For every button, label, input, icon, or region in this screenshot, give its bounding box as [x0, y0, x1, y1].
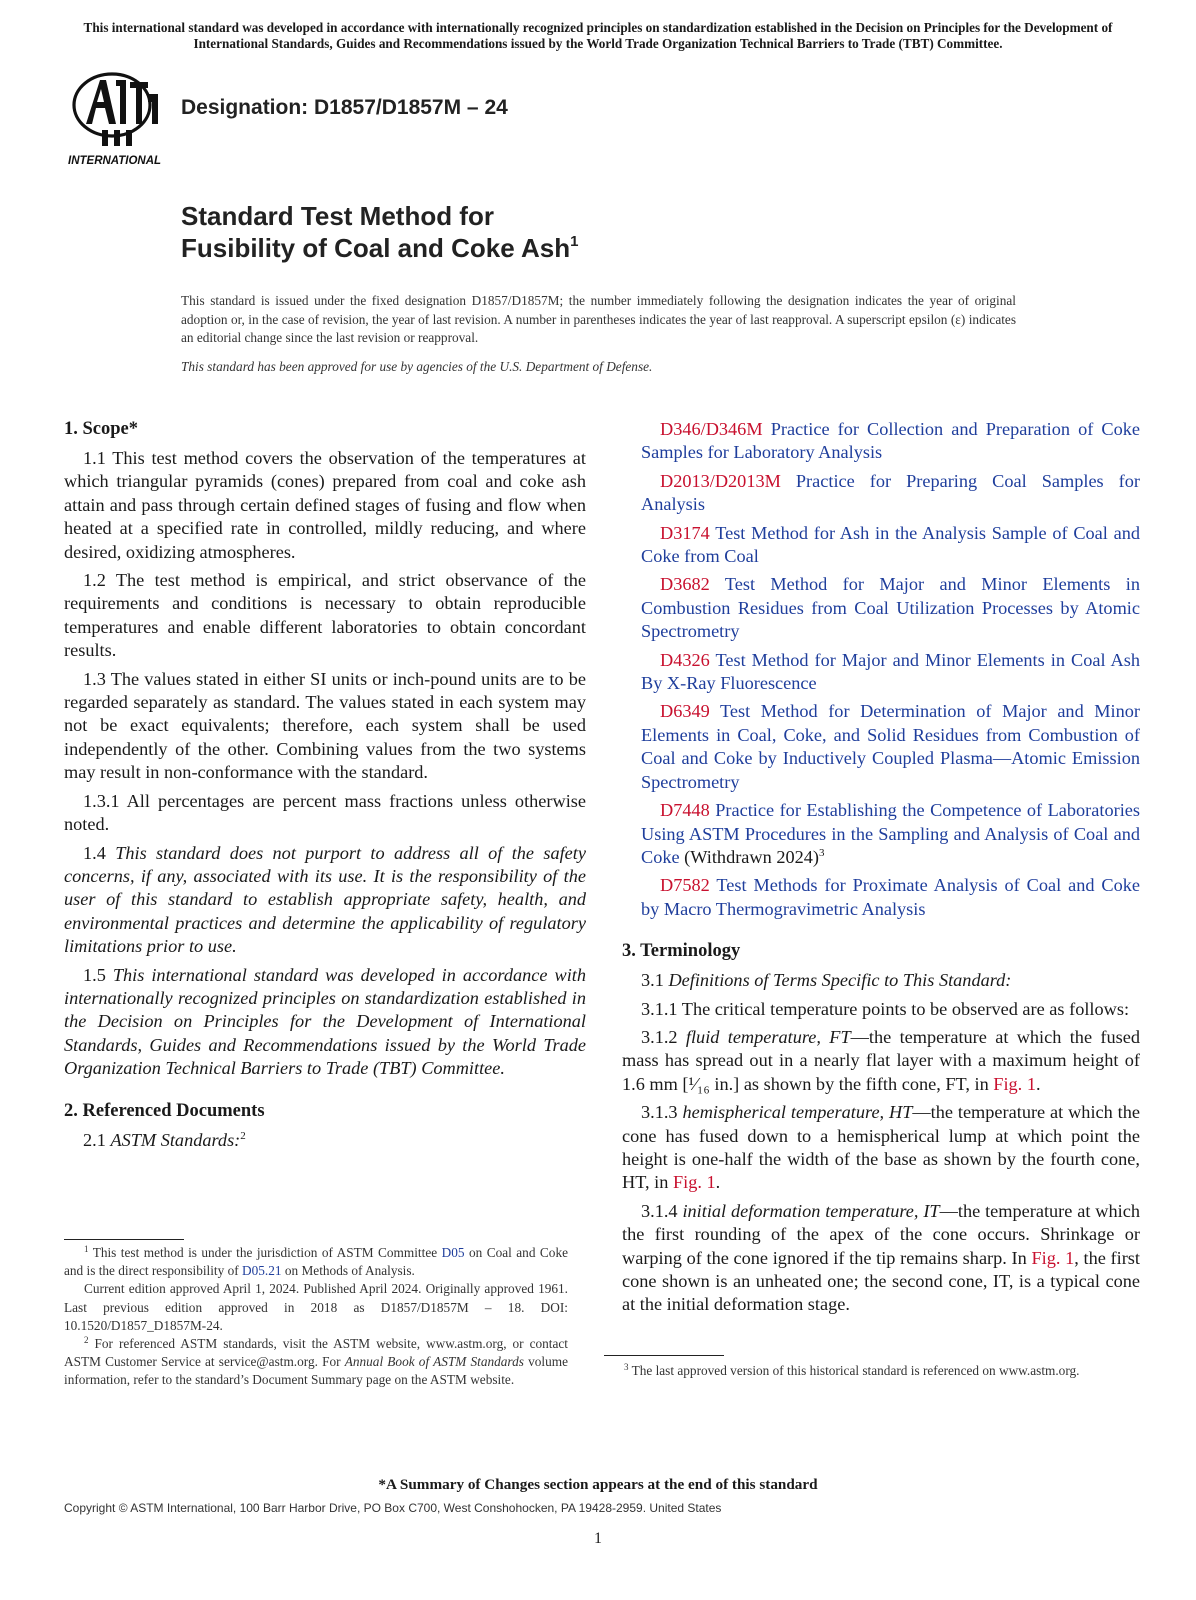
standard-code-link[interactable]: D346/D346M	[660, 419, 763, 439]
referenced-standard-item	[622, 470, 1140, 517]
figure-1-link[interactable]: Fig. 1	[672, 1172, 716, 1193]
astm-logo	[66, 68, 170, 168]
footnotes-left	[64, 1244, 568, 1390]
paragraph-2-1-text: ASTM Standards:	[110, 1129, 241, 1150]
summary-of-changes-note: *A Summary of Changes section appears at the end of this standard	[378, 1476, 818, 1493]
paragraph-1-4-text: This standard does not purport to address all of the safety concerns, if any, associated with its use. It is the responsibility of the user of this standard to establish appropriate safety, health, and environmental practices and determine the applicability of regulatory limitations prior to use.	[64, 842, 586, 957]
standard-title-link[interactable]: Test Method for Determination of Major and Minor Elements in Coal, Coke, and Solid Residues from Combustion of Coal and Coke by Inductively Coupled Plasma—Atomic Emission Spectrometry	[641, 701, 1140, 792]
figure-1-link[interactable]: Fig. 1	[1031, 1247, 1075, 1268]
referenced-standard-item	[622, 649, 1140, 696]
footnote-1-text-b: on Coal and Coke and is the direct responsibility of	[64, 1245, 568, 1279]
subcommittee-d05-21-link[interactable]: D05.21	[242, 1263, 282, 1279]
paragraph-3-1-text: Definitions of Terms Specific to This Standard:	[668, 970, 1012, 991]
footnote-2-text-b: volume information, refer to the standard’s Document Summary page on the ASTM website.	[64, 1354, 568, 1388]
footnote-2-text-a: For referenced ASTM standards, visit the ASTM website, www.astm.org, or contact ASTM Customer Service at service@astm.org. For	[64, 1336, 568, 1370]
paragraph-1-5	[64, 964, 586, 1081]
standard-code-link[interactable]: D3174	[660, 522, 710, 543]
footnote-1-text-c: on Methods of Analysis.	[281, 1263, 415, 1279]
footnote-1-edition: Current edition approved April 1, 2024. Published April 2024. Originally approved 1961. Last previous edition approved in 2018 as D1857/D1857M – 18. DOI: 10.1520/D1857_D1857M-24.	[64, 1281, 568, 1333]
section-heading-scope: 1. Scope*	[64, 419, 138, 439]
section-heading-terminology: 3. Terminology	[622, 941, 741, 962]
footnote-1	[64, 1244, 568, 1280]
paragraph-1-3-1: 1.3.1 All percentages are percent mass fractions unless otherwise noted.	[64, 790, 586, 835]
standard-code-link[interactable]: D7582	[660, 875, 710, 896]
period: .	[715, 1172, 721, 1193]
paragraph-3-1-2	[622, 1026, 1140, 1096]
term-initial-deformation-temperature: initial deformation temperature, IT	[682, 1200, 940, 1221]
designation: Designation: D1857/D1857M – 24	[181, 96, 508, 119]
paragraph-2-1-number: 2.1	[83, 1129, 106, 1150]
section-heading-referenced-documents: 2. Referenced Documents	[64, 1100, 265, 1121]
paragraph-3-1-1: 3.1.1 The critical temperature points to be observed are as follows:	[641, 998, 1130, 1019]
paragraph-1-1: 1.1 This test method covers the observation of the temperatures at which triangular pyramids (cones) prepared from coal and coke ash attain and pass through certain defined stages of fusing and flow when heated at a specified rate in controlled, mildly reducing, and where desired, oxidizing atmospheres.	[64, 448, 586, 562]
footnote-2-mark: 2	[84, 1335, 89, 1346]
footnote-mark-2: 2	[240, 1129, 246, 1142]
paragraph-3-1-number: 3.1	[641, 970, 664, 991]
term-fluid-temperature: fluid temperature, FT	[685, 1026, 851, 1047]
left-column	[64, 418, 586, 1157]
referenced-standard-item	[622, 700, 1140, 794]
title-footnote-mark: 1	[570, 233, 579, 250]
international-standard-notice: This international standard was developed in accordance with internationally recognized principles on standardization established in the Decision on Principles for the Development of International Standards, Guides and Recommendations issued by the World Trade Organization Technical Barriers to Trade (TBT) Committee.	[83, 20, 1113, 51]
footnote-divider-left	[64, 1239, 184, 1240]
paragraph-3-1-2-number: 3.1.2	[641, 1026, 678, 1047]
footnote-1-text-a: This test method is under the jurisdiction of ASTM Committee	[88, 1245, 442, 1260]
standard-title-link[interactable]: Practice for Establishing the Competence of Laboratories Using ASTM Procedures in the Sampling and Analysis of Coal and Coke	[641, 800, 1140, 867]
footnote-2	[64, 1335, 568, 1390]
standard-code-link[interactable]: D7448	[660, 800, 710, 821]
footnotes-right	[604, 1362, 1109, 1380]
referenced-standard-item	[622, 418, 1140, 465]
paragraph-3-1-4-number: 3.1.4	[641, 1200, 678, 1221]
committee-d05-link[interactable]: D05	[441, 1245, 465, 1260]
footnote-2-annual-book: Annual Book of ASTM Standards	[344, 1354, 524, 1370]
title-line-1: Standard Test Method for	[181, 201, 494, 231]
paragraph-3-1-2-text: —the temperature at which the fused mass has spread out in a nearly flat layer with a maximum height of 1.6 mm [¹⁄₁₆ in.] as shown by the fifth cone, FT, in	[622, 1026, 1140, 1094]
referenced-standards-list	[622, 418, 1140, 921]
paragraph-1-2: 1.2 The test method is empirical, and strict observance of the requirements and conditions is necessary to obtain reproducible temperatures and enable different laboratories to obtain concordant results.	[64, 570, 586, 661]
paragraph-1-3: 1.3 The values stated in either SI units or inch-pound units are to be regarded separately as standard. The values stated in each system may not be exact equivalents; therefore, each system shall be used independently of the other. Combining values from the two systems may result in non-conformance with the standard.	[64, 668, 586, 783]
dod-approval-statement: This standard has been approved for use by agencies of the U.S. Department of Defense.	[181, 359, 653, 374]
footnote-3-mark: 3	[624, 1362, 629, 1372]
paragraph-1-4	[64, 842, 586, 959]
referenced-standard-item	[622, 874, 1140, 921]
paragraph-3-1-3-number: 3.1.3	[641, 1102, 678, 1123]
right-column	[622, 418, 1140, 1322]
standard-title-link[interactable]: Practice for Collection and Preparation of Coke Samples for Laboratory Analysis	[641, 419, 1140, 463]
paragraph-1-5-text: This international standard was developed in accordance with internationally recognized principles on standardization established in the Decision on Principles for the Development of International Standards, Guides and Recommendations issued by the World Trade Organization Technical Barriers to Trade (TBT) Committee.	[64, 964, 586, 1079]
figure-1-link[interactable]: Fig. 1	[993, 1073, 1036, 1094]
document-title	[181, 200, 578, 264]
paragraph-3-1-3-text: —the temperature at which the cone has fused down to a hemispherical lump at which point the height is one-half the width of the base as shown by the fourth cone, HT, in	[622, 1102, 1140, 1193]
footnote-3-text: The last approved version of this historical standard is referenced on www.astm.org.	[628, 1363, 1080, 1378]
footnote-3	[604, 1362, 1109, 1380]
logo-international-text: INTERNATIONAL	[68, 155, 162, 167]
paragraph-3-1-4	[622, 1200, 1140, 1317]
page-number: 1	[594, 1530, 602, 1547]
referenced-standard-item	[622, 799, 1140, 869]
standard-code-link[interactable]: D3682	[660, 574, 710, 595]
standard-title-link[interactable]: Practice for Preparing Coal Samples for Analysis	[641, 470, 1140, 515]
standard-title-link[interactable]: Test Method for Major and Minor Elements in Combustion Residues from Coal Utilization Processes by Atomic Spectrometry	[641, 574, 1140, 642]
standard-title-link[interactable]: Test Methods for Proximate Analysis of Coal and Coke by Macro Thermogravimetric Analysis	[641, 875, 1140, 919]
standard-title-link[interactable]: Test Method for Ash in the Analysis Sample of Coal and Coke from Coal	[641, 522, 1140, 567]
withdrawn-note: (Withdrawn 2024)	[679, 846, 819, 867]
paragraph-1-4-number: 1.4	[83, 842, 106, 863]
standard-code-link[interactable]: D4326	[660, 649, 710, 670]
paragraph-3-1-4-text-b: , the first cone shown is an unheated one; the second cone, IT, is a typical cone at the initial deformation stage.	[622, 1247, 1140, 1315]
paragraph-3-1	[622, 969, 1140, 992]
standard-code-link[interactable]: D2013/D2013M	[660, 470, 781, 491]
referenced-standard-item	[622, 573, 1140, 643]
paragraph-3-1-4-text-a: —the temperature at which the first rounding of the apex of the cone occurs. Shrinkage or warping of the cone ignored if the tip remains sharp. In	[622, 1200, 1140, 1268]
copyright: Copyright © ASTM International, 100 Barr Harbor Drive, PO Box C700, West Conshohocken, PA 19428-2959. United States	[64, 1501, 722, 1515]
term-hemispherical-temperature: hemispherical temperature, HT	[682, 1102, 913, 1123]
standard-code-link[interactable]: D6349	[660, 701, 710, 722]
referenced-standard-item	[622, 522, 1140, 569]
title-line-2	[181, 232, 578, 264]
issuance-statement: This standard is issued under the fixed designation D1857/D1857M; the number immediately following the designation indicates the year of original adoption or, in the case of revision, the year of last revision. A number in parentheses indicates the year of last reapproval. A superscript epsilon (ε) indicates an editorial change since the last revision or reapproval.	[181, 293, 1016, 345]
period: .	[1035, 1073, 1041, 1094]
footnote-divider-right	[604, 1355, 724, 1356]
footnote-mark-3: 3	[818, 846, 825, 859]
footnote-1-mark: 1	[84, 1244, 89, 1254]
paragraph-2-1	[64, 1129, 586, 1152]
paragraph-3-1-3	[622, 1101, 1140, 1195]
paragraph-1-5-number: 1.5	[83, 964, 106, 985]
title-line-2-text: Fusibility of Coal and Coke Ash	[181, 233, 571, 263]
standard-title-link[interactable]: Test Method for Major and Minor Elements in Coal Ash By X-Ray Fluorescence	[641, 649, 1140, 694]
